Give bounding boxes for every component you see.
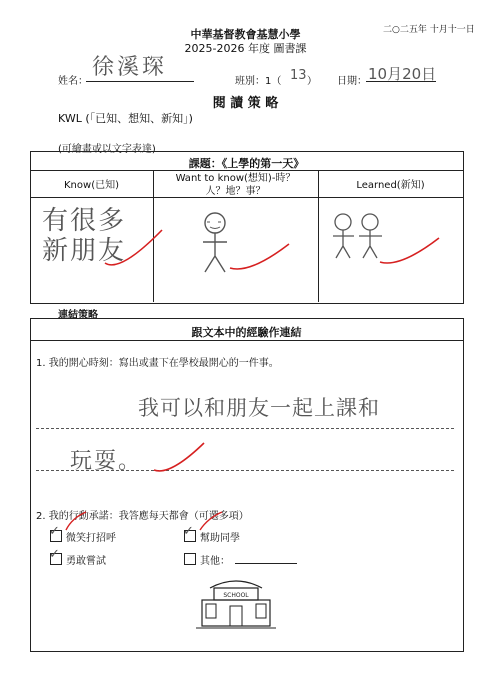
kwl-col-learned: Learned(新知) xyxy=(356,180,425,191)
answer-red-tick xyxy=(150,438,210,478)
option-checkbox-other[interactable] xyxy=(184,553,196,565)
answer-line-1 xyxy=(36,428,454,429)
date-value: 10月20日 xyxy=(368,65,437,83)
answer-1-line1: 我可以和朋友一起上課和 xyxy=(138,396,380,420)
option-label-try: 勇敢嘗試 xyxy=(66,556,106,567)
option-label-help: 幫助同學 xyxy=(200,533,240,544)
other-underline xyxy=(235,563,297,564)
kwl-topic: 課題：《上學的第一天》 xyxy=(188,157,305,170)
top-date: 二○二五年 十月十一日 xyxy=(383,25,475,35)
check-mark-icon: ✓ xyxy=(49,547,60,562)
school-building-icon xyxy=(196,574,276,632)
connect-title-divider xyxy=(30,340,463,341)
kwl-col-want-line1: Want to know(想知)-時？ xyxy=(175,173,296,184)
kwl-heading: KWL (「已知、想知、新知」) xyxy=(58,112,193,125)
question-2: 2. 我的行動承諾：我答應每天都會（可選多項） xyxy=(36,511,249,522)
options-red-ticks xyxy=(52,508,292,538)
question-1: 1. 我的開心時刻：寫出或畫下在學校最開心的一件事。 xyxy=(36,358,279,369)
class-value: 13 xyxy=(290,68,307,83)
class-close: ） xyxy=(307,76,317,87)
check-mark-icon: ✓ xyxy=(183,524,194,539)
connect-heading: 連結策略 xyxy=(58,310,98,321)
school-name: 中華基督教會基慧小學 xyxy=(190,28,301,41)
name-value: 徐溪琛 xyxy=(92,55,168,80)
school-year: 2025-2026 年度 圖書課 xyxy=(184,42,307,55)
kwl-note: (可繪畫或以文字表達) xyxy=(58,144,156,155)
name-label: 姓名： xyxy=(58,76,88,87)
kwl-col-want-line2: 人？地？事？ xyxy=(205,186,266,197)
school-sign-text: SCHOOL xyxy=(223,592,249,599)
option-label-smile: 微笑打招呼 xyxy=(66,533,116,544)
kwl-col-know: Know(已知) xyxy=(64,180,119,191)
know-answer-line2: 新朋友 xyxy=(42,236,127,266)
learned-red-tick xyxy=(375,232,445,272)
class-label: 班別：1（ xyxy=(235,76,282,87)
name-underline xyxy=(86,81,194,82)
know-answer-line1: 有很多 xyxy=(42,206,127,236)
option-label-other: 其他： xyxy=(200,556,230,567)
connect-box-title: 跟文本中的經驗作連結 xyxy=(191,326,302,339)
answer-1-line2: 玩耍。 xyxy=(70,449,143,474)
kwl-col-want xyxy=(153,172,318,198)
check-mark-icon: ✓ xyxy=(49,524,60,539)
page-title: 閱 讀 策 略 xyxy=(212,96,279,111)
date-label: 日期： xyxy=(337,76,367,87)
know-red-tick xyxy=(100,225,170,275)
want-red-tick xyxy=(225,238,295,278)
